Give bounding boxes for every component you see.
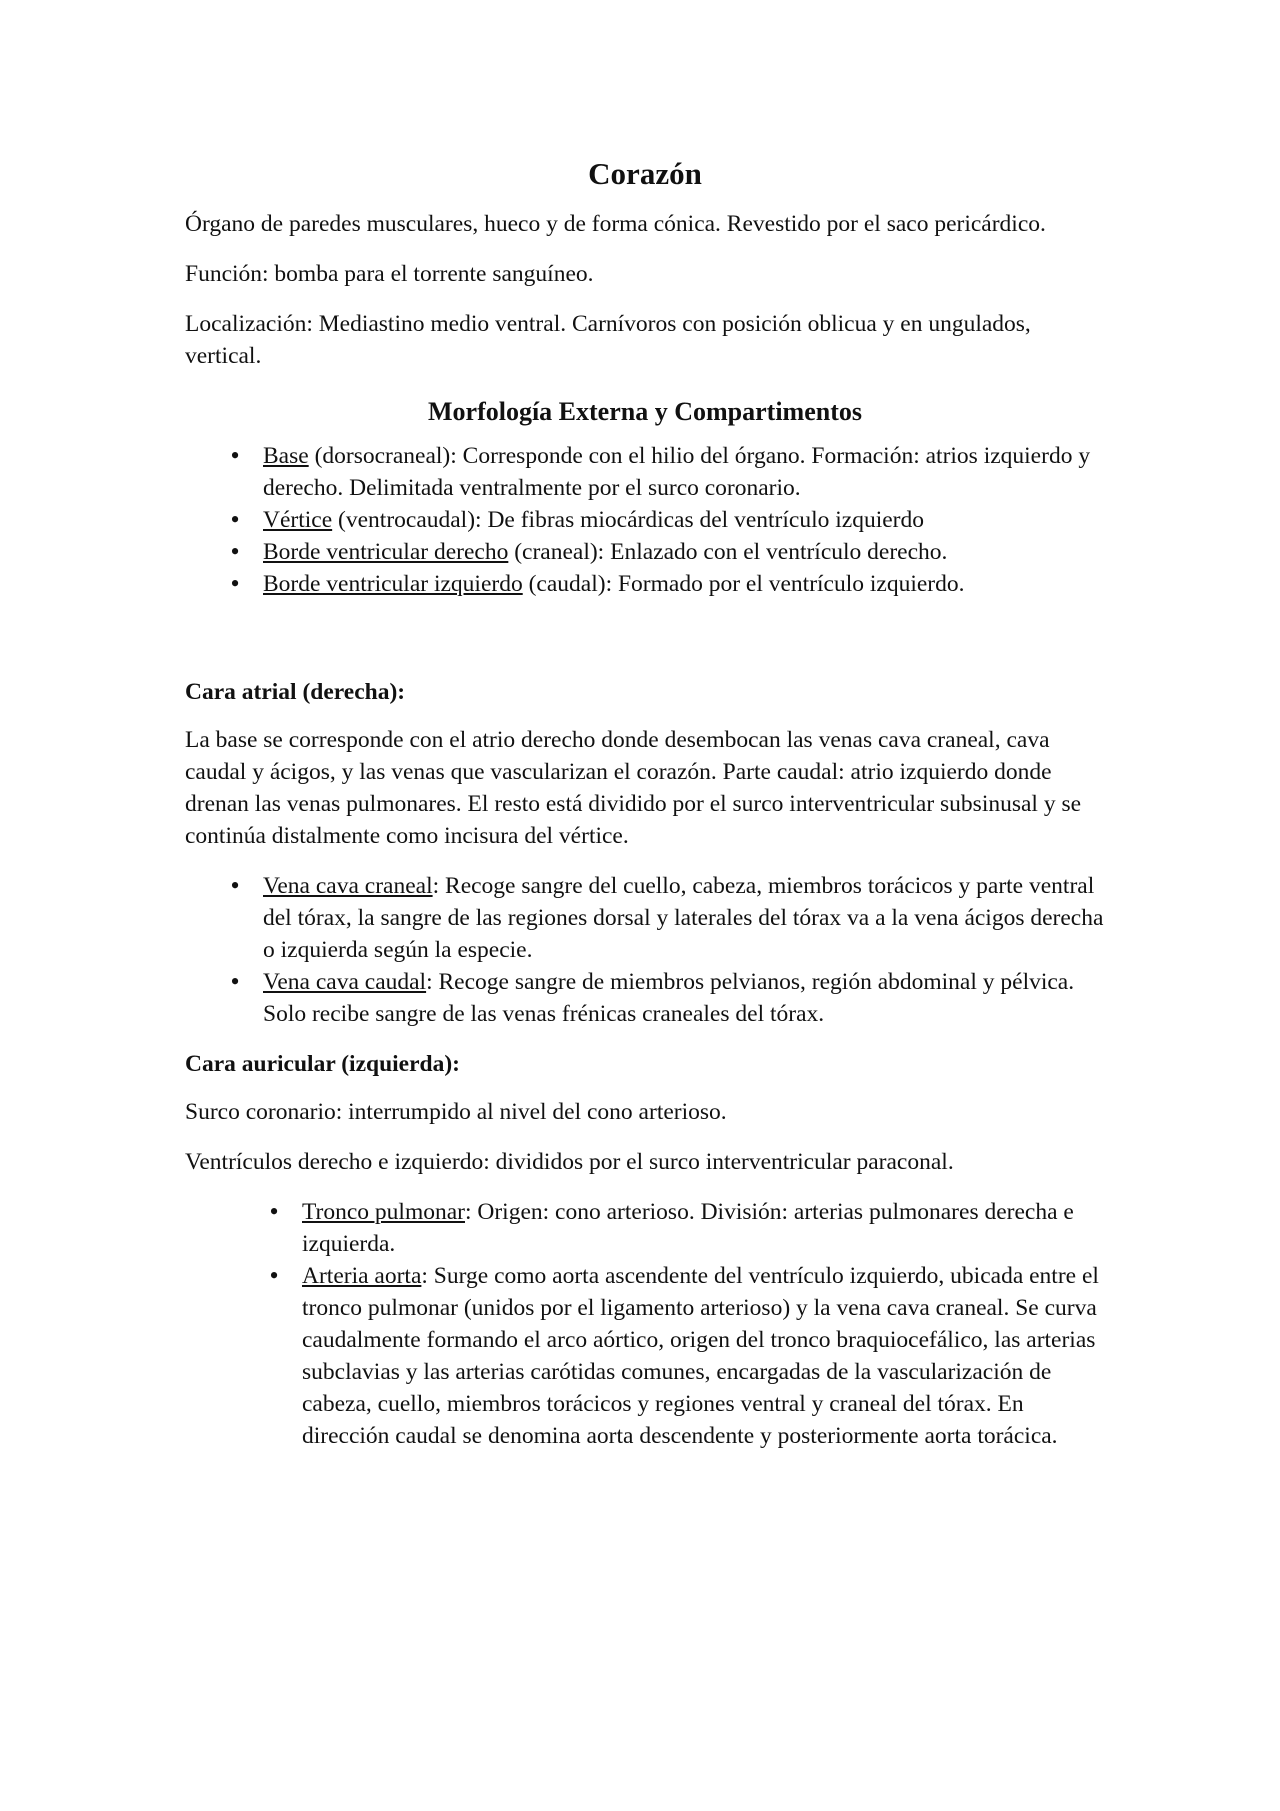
list-item-text: : Origen: cono arterioso. División: arterias pulmonares derecha e izquierda. xyxy=(302,1199,1074,1257)
morphology-list xyxy=(185,440,1105,600)
bullet-icon: • xyxy=(230,569,240,598)
list-item-term: Tronco pulmonar xyxy=(302,1199,465,1225)
bullet-icon: • xyxy=(230,871,240,900)
list-item xyxy=(230,870,1105,966)
bullet-icon: • xyxy=(269,1261,279,1290)
atrial-list xyxy=(185,870,1105,1030)
list-item xyxy=(230,966,1105,1030)
auricular-paragraph: Ventrículos derecho e izquierdo: divididos por el surco interventricular paraconal. xyxy=(185,1149,954,1175)
list-item-term: Vena cava craneal xyxy=(263,873,433,899)
list-item-term: Arteria aorta xyxy=(302,1263,422,1289)
spacer xyxy=(185,618,1105,676)
location-paragraph: Localización: Mediastino medio ventral. Carnívoros con posición oblicua y en ungulados, vertical. xyxy=(185,311,1031,369)
list-item-term: Borde ventricular izquierdo xyxy=(263,571,523,597)
auricular-paragraph: Surco coronario: interrumpido al nivel del cono arterioso. xyxy=(185,1099,727,1125)
list-item-term: Vena cava caudal xyxy=(263,969,427,995)
bullet-icon: • xyxy=(269,1197,279,1226)
bullet-icon: • xyxy=(230,505,240,534)
list-item-text: : Recoge sangre del cuello, cabeza, miembros torácicos y parte ventral del tórax, la sangre de las regiones dorsal y laterales del tórax va a la vena ácigos derecha o izquierda según la especie. xyxy=(263,873,1104,963)
list-item-text: : Surge como aorta ascendente del ventrículo izquierdo, ubicada entre el tronco pulmonar (unidos por el ligamento arterioso) y la vena cava craneal. Se curva caudalmente formando el arco aórtico, origen del tronco braquiocefálico, las arterias subclavias y las arterias carótidas comunes, encargadas de la vascularización de cabeza, cuello, miembros torácicos y regiones ventral y craneal del tórax. En dirección caudal se denomina aorta descendente y posteriormente aorta torácica. xyxy=(302,1263,1099,1449)
list-item-text: (craneal): Enlazado con el ventrículo derecho. xyxy=(508,539,948,565)
auricular-list xyxy=(185,1196,1105,1452)
list-item-term: Base xyxy=(263,443,309,469)
list-item xyxy=(230,440,1105,504)
list-item-term: Borde ventricular derecho xyxy=(263,539,509,565)
subheading-auricular: Cara auricular (izquierda): xyxy=(185,1051,461,1077)
section-heading-morphology: Morfología Externa y Compartimentos xyxy=(428,397,862,426)
bullet-icon: • xyxy=(230,441,240,470)
list-item-text: : Recoge sangre de miembros pelvianos, región abdominal y pélvica. Solo recibe sangre de las venas frénicas craneales del tórax. xyxy=(263,969,1075,1027)
bullet-icon: • xyxy=(230,537,240,566)
bullet-icon: • xyxy=(230,967,240,996)
page-title: Corazón xyxy=(588,156,702,191)
list-item xyxy=(230,504,1105,536)
list-item-text: (ventrocaudal): De fibras miocárdicas del ventrículo izquierdo xyxy=(332,507,924,533)
list-item xyxy=(230,568,1105,600)
list-item xyxy=(269,1260,1105,1452)
intro-paragraph: Órgano de paredes musculares, hueco y de forma cónica. Revestido por el saco pericárdico. xyxy=(185,211,1046,237)
atrial-paragraph: La base se corresponde con el atrio derecho donde desembocan las venas cava craneal, cava caudal y ácigos, y las venas que vascularizan el corazón. Parte caudal: atrio izquierdo donde drenan las venas pulmonares. El resto está dividido por el surco interventricular subsinusal y se continúa distalmente como incisura del vértice. xyxy=(185,727,1082,849)
list-item-text: (caudal): Formado por el ventrículo izquierdo. xyxy=(522,571,965,597)
document-body xyxy=(185,150,1105,1470)
list-item xyxy=(269,1196,1105,1260)
list-item xyxy=(230,536,1105,568)
list-item-term: Vértice xyxy=(263,507,333,533)
list-item-text: (dorsocraneal): Corresponde con el hilio del órgano. Formación: atrios izquierdo y derecho. Delimitada ventralmente por el surco coronario. xyxy=(263,443,1091,501)
function-paragraph: Función: bomba para el torrente sanguíneo. xyxy=(185,261,594,287)
subheading-atrial: Cara atrial (derecha): xyxy=(185,679,406,705)
